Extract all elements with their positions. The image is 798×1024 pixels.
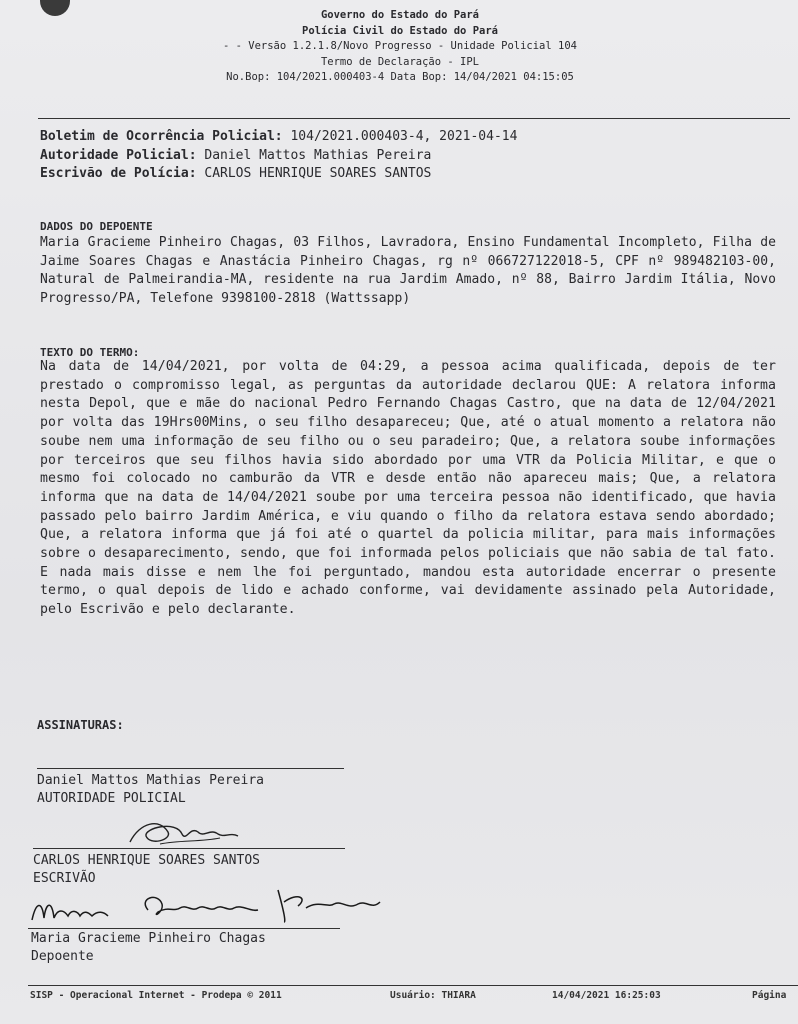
footer-system: SISP - Operacional Internet - Prodepa © 2011 (30, 990, 282, 1001)
header-version: - - Versão 1.2.1.8/Novo Progresso - Unidade Policial 104 (222, 40, 577, 52)
footer-divider (28, 985, 798, 986)
header-bop-number: No.Bop: 104/2021.000403-4 Data Bop: 14/04/2021 04:15:05 (226, 71, 574, 83)
deponent-handwritten-signature (28, 882, 388, 930)
clerk-signature-name: CARLOS HENRIQUE SOARES SANTOS (33, 853, 260, 868)
deponent-data: Maria Gracieme Pinheiro Chagas, 03 Filhos, Lavradora, Ensino Fundamental Incompleto, Filha de Jaime Soares Chagas e Anastácia Pinheiro Chagas, rg nº 066727122018-5, CPF nº 989482103-00, Natural de Palmeirandia-MA, residente na rua Jardim Amado, nº 88, Bairro Jardim Itália, Novo Progresso/PA, Telefone 9398100-2818 (Wattssapp) (40, 235, 776, 306)
signatures-title: ASSINATURAS: (37, 718, 124, 732)
term-section-title: TEXTO DO TERMO: (40, 346, 140, 359)
authority-signature-line (37, 768, 344, 769)
footer-datetime: 14/04/2021 16:25:03 (552, 990, 661, 1001)
deponent-signature-line (28, 928, 340, 929)
state-emblem-icon (40, 0, 70, 16)
authority-signature-block (37, 772, 264, 808)
clerk-label: Escrivão de Polícia: (40, 166, 197, 181)
authority-signature-name: Daniel Mattos Mathias Pereira (37, 773, 264, 788)
deponent-signature-role: Depoente (31, 949, 94, 964)
authority-value: Daniel Mattos Mathias Pereira (196, 147, 432, 163)
deponent-section-title: DADOS DO DEPOENTE (40, 220, 153, 233)
occurrence-info (40, 128, 778, 184)
bo-label: Boletim de Ocorrência Policial: (40, 129, 283, 144)
term-text: Na data de 14/04/2021, por volta de 04:29, a pessoa acima qualificada, depois de ter prestado o compromisso legal, as perguntas da autoridade declarou QUE: A relatora informa nesta Depol, que e mãe do nacional Pedro Fernando Chagas Castro, que na data de 12/04/2021 por volta das 19Hrs00Mins, o seu filho desapareceu; Que, até o atual momento a relatora não soube nem uma informação de seu filho ou o seu paradeiro; Que, a relatora soube informações por terceiros que seu filhos havia sido abordado por uma VTR da Policia Militar, e que o mesmo foi colocado no camburão da VTR e desde então não apareceu mais; Que, a relatora informa que na data de 14/04/2021 soube por uma terceira pessoa não identificado, que havia passado pelo bairro Jardim América, e viu quando o filho da relatora estava sendo abordado; Que, a relatora informa que já foi até o quartel da policia militar, para mais informações sobre o desaparecimento, sendo, que foi informada pelos policiais que não sabia de tal fato. E nada mais disse e nem lhe foi perguntado, mandou esta autoridade encerrar o presente termo, o qual depois de lido e achado conforme, vai devidamente assinado pela Autoridade, pelo Escrivão e pelo declarante. (40, 359, 776, 618)
clerk-signature-role: ESCRIVÃO (33, 871, 96, 886)
deponent-signature-block (31, 930, 266, 966)
clerk-signature-line (33, 848, 345, 849)
footer-user: Usuário: THIARA (390, 990, 476, 1001)
document-header (160, 8, 640, 86)
header-term-type: Termo de Declaração - IPL (320, 55, 480, 68)
bo-value: 104/2021.000403-4, 2021-04-14 (282, 129, 518, 144)
authority-signature-role: AUTORIDADE POLICIAL (37, 791, 186, 806)
footer-page: Página (752, 990, 787, 1001)
clerk-value: CARLOS HENRIQUE SOARES SANTOS (196, 166, 432, 181)
authority-label: Autoridade Policial: (40, 147, 197, 163)
header-government: Governo do Estado do Pará (320, 9, 480, 21)
header-police: Polícia Civil do Estado do Pará (302, 24, 498, 37)
deponent-signature-name: Maria Gracieme Pinheiro Chagas (31, 931, 266, 946)
header-divider (38, 118, 790, 119)
